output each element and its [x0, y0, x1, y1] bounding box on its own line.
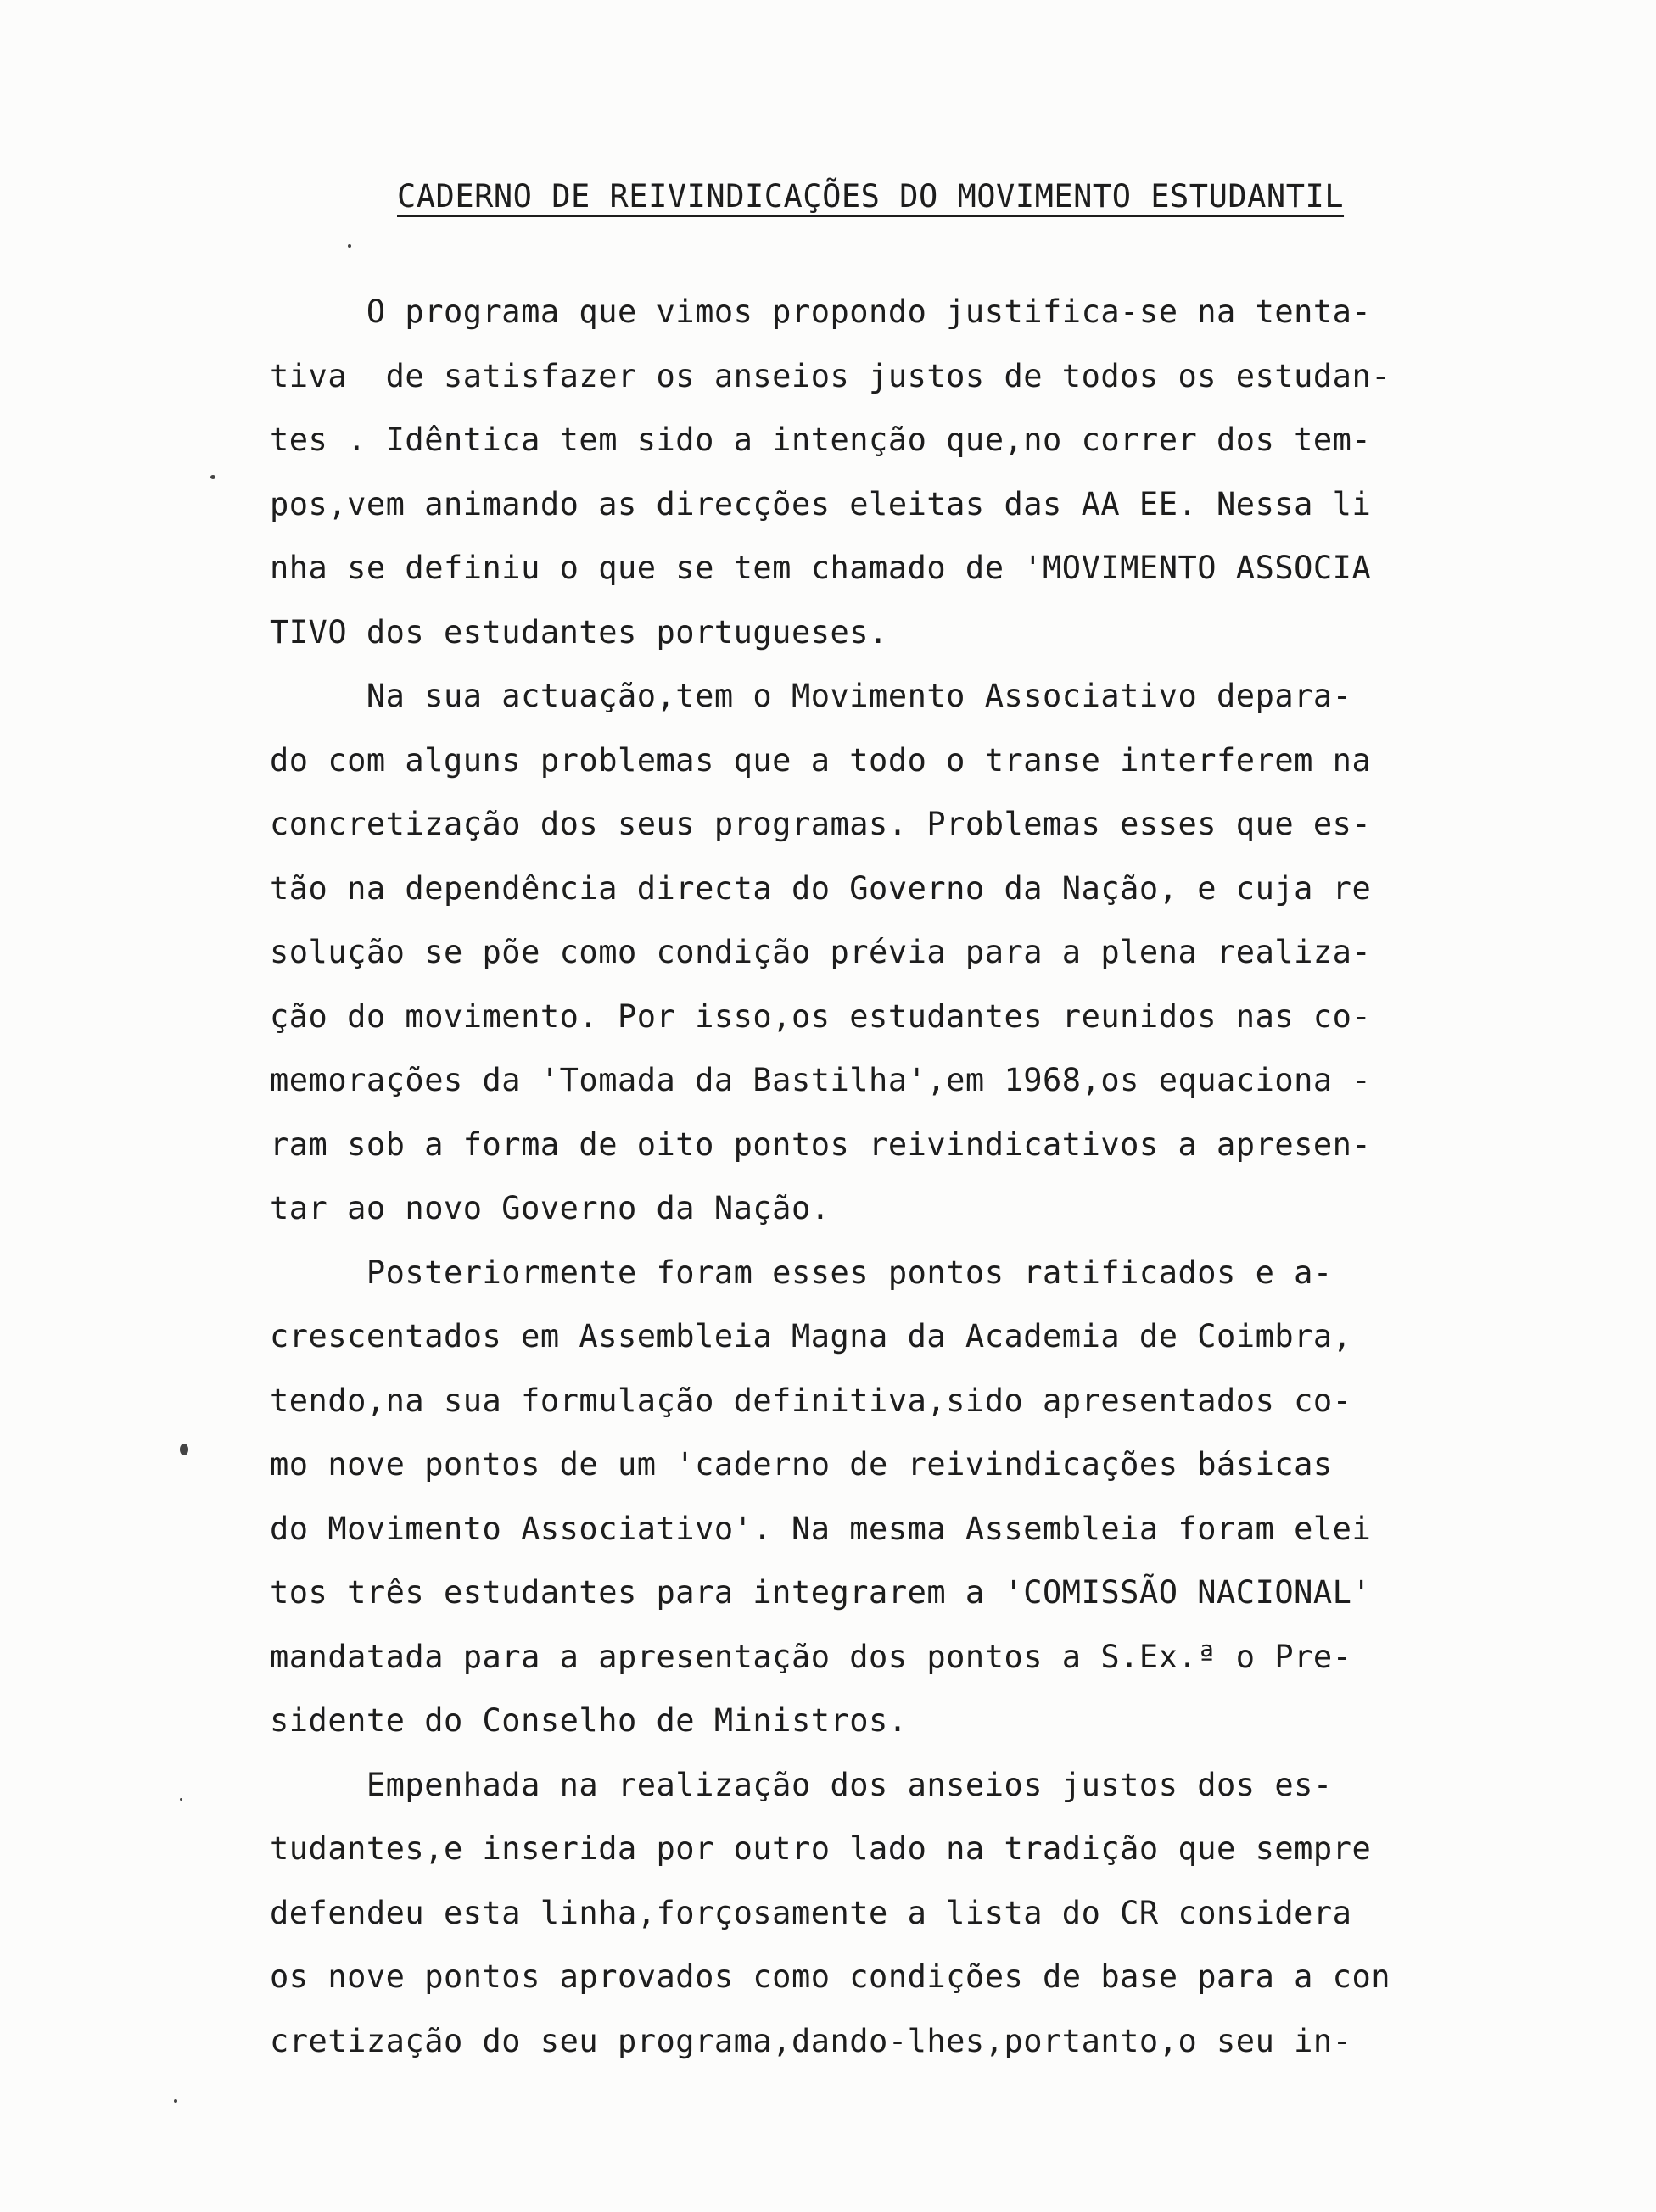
text-line: do Movimento Associativo'. Na mesma Assembleia foram elei	[270, 1510, 1372, 1547]
text-line: memorações da 'Tomada da Bastilha',em 1968,os equaciona -	[270, 1062, 1372, 1098]
text-line: O programa que vimos propondo justifica-se na tenta-	[270, 293, 1372, 330]
text-line: pos,vem animando as direcções eleitas das AA EE. Nessa li	[270, 485, 1372, 522]
text-line: os nove pontos aprovados como condições de base para a con	[270, 1958, 1391, 1995]
scan-speck	[180, 1798, 182, 1801]
text-line: defendeu esta linha,forçosamente a lista do CR considera	[270, 1894, 1352, 1931]
text-line: crescentados em Assembleia Magna da Academia de Coimbra,	[270, 1318, 1352, 1355]
text-line: Posteriormente foram esses pontos ratificados e a-	[270, 1254, 1333, 1291]
text-line: Empenhada na realização dos anseios justos dos es-	[270, 1766, 1333, 1803]
scan-speck	[180, 1444, 188, 1455]
text-line: mo nove pontos de um 'caderno de reivindicações básicas	[270, 1446, 1333, 1483]
scan-speck	[348, 244, 351, 248]
text-line: Na sua actuação,tem o Movimento Associativo depara-	[270, 678, 1352, 714]
text-line: cretização do seu programa,dando-lhes,portanto,o seu in-	[270, 2022, 1352, 2059]
text-line: do com alguns problemas que a todo o transe interferem na	[270, 741, 1372, 779]
text-line: mandatada para a apresentação dos pontos a S.Ex.ª o Pre-	[270, 1638, 1352, 1675]
document-body	[270, 280, 1576, 2073]
text-line: TIVO dos estudantes portugueses.	[270, 613, 888, 651]
text-line: sidente do Conselho de Ministros.	[270, 1702, 908, 1739]
text-line: tão na dependência directa do Governo da Nação, e cuja re	[270, 869, 1372, 907]
text-line: tar ao novo Governo da Nação.	[270, 1190, 831, 1226]
text-line: ção do movimento. Por isso,os estudantes reunidos nas co-	[270, 997, 1372, 1035]
text-line: tiva de satisfazer os anseios justos de todos os estudan-	[270, 357, 1391, 394]
scan-speck	[210, 475, 215, 479]
text-line: tes . Idêntica tem sido a intenção que,no correr dos tem-	[270, 422, 1372, 458]
text-line: tendo,na sua formulação definitiva,sido apresentados co-	[270, 1382, 1352, 1419]
text-line: nha se definiu o que se tem chamado de 'MOVIMENTO ASSOCIA	[270, 550, 1372, 586]
document-title: CADERNO DE REIVINDICAÇÕES DO MOVIMENTO ESTUDANTIL	[397, 178, 1345, 215]
text-line: ram sob a forma de oito pontos reivindicativos a apresen-	[270, 1126, 1372, 1163]
scan-speck	[174, 2099, 177, 2103]
text-line: solução se põe como condição prévia para a plena realiza-	[270, 934, 1372, 970]
text-line: tos três estudantes para integrarem a 'COMISSÃO NACIONAL'	[270, 1574, 1372, 1611]
text-line: concretização dos seus programas. Problemas esses que es-	[270, 806, 1372, 842]
text-line: tudantes,e inserida por outro lado na tradição que sempre	[270, 1830, 1372, 1867]
